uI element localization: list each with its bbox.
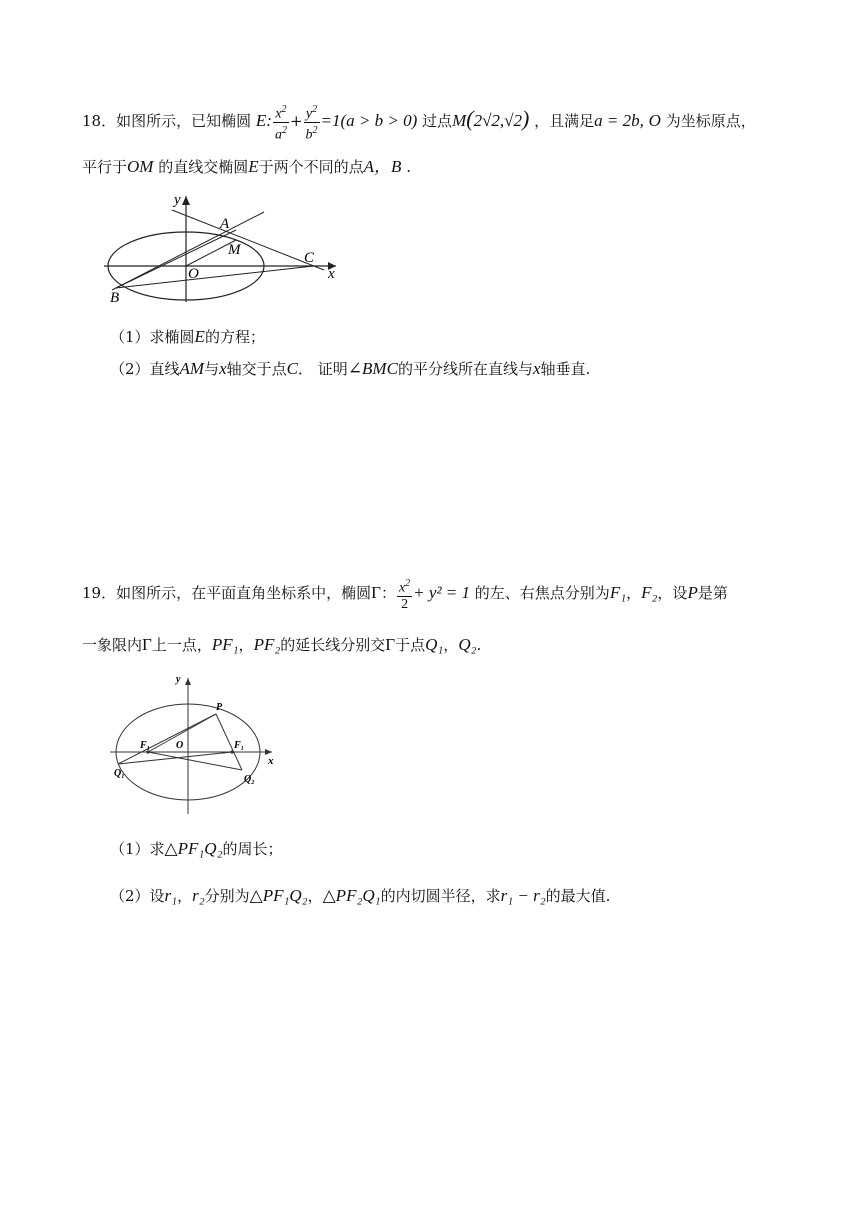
q19-frac-x: $\frac{x^2}{2}$ bbox=[398, 578, 411, 612]
q19-after-eq: 的左、右焦点分别为 bbox=[474, 583, 610, 602]
q18-part2-angle: ∠BMC bbox=[347, 359, 398, 378]
q18-frac-y: $\frac{y^2}{b^2}$ bbox=[305, 104, 318, 143]
q19-fig-o: O bbox=[176, 740, 184, 751]
q18-part2-label: （2）直线 bbox=[110, 360, 180, 378]
q19-part2-r1: r₁ bbox=[164, 886, 178, 905]
q19-line2-d: 的延长线分别交 bbox=[280, 636, 386, 654]
q18-part2-a: 与 bbox=[204, 360, 220, 378]
q19-pf2: PF₂ bbox=[253, 635, 281, 654]
q19-line2-a: 一象限内 bbox=[82, 636, 143, 654]
q18-origin: O bbox=[648, 111, 661, 131]
q18-part1-e: E bbox=[194, 327, 205, 346]
q19-part1-label: （1）求 bbox=[110, 840, 165, 858]
q18-ellipse-name: E: bbox=[255, 111, 272, 131]
q19-line1 bbox=[82, 576, 728, 612]
q18-ab: A，B bbox=[363, 157, 402, 176]
q19-part1-tri: △PF₁Q₂ bbox=[164, 839, 223, 858]
q18-condition-text: ，且满足 bbox=[534, 112, 595, 131]
q18-line2-a: 平行于 bbox=[82, 158, 128, 176]
q19-part2-expr: r₁ − r₂ bbox=[500, 886, 546, 905]
q19-line2-g: . bbox=[476, 636, 482, 654]
q18-fig-c: C bbox=[304, 250, 315, 266]
q19-f1: F₁ bbox=[609, 582, 627, 602]
q19-is-text: 是第 bbox=[697, 583, 728, 602]
q18-line2-b: 的直线交椭圆 bbox=[158, 158, 249, 176]
q18-eq-tail: =1(a > b > 0) bbox=[320, 111, 418, 131]
q19-comma1: ， bbox=[626, 583, 642, 602]
q19-part2-e: 的最大值. bbox=[545, 887, 611, 905]
q19-part2-a: ， bbox=[177, 887, 193, 905]
q19-line2-b: 上一点， bbox=[151, 636, 212, 654]
q18-line2-e: E bbox=[248, 157, 259, 176]
q19-part2-b: 分别为 bbox=[204, 887, 250, 905]
q18-number: 18． bbox=[82, 112, 117, 131]
q18-part2-e: 轴垂直. bbox=[540, 360, 591, 378]
q19-number: 19． bbox=[82, 583, 117, 602]
q19-intro: 如图所示，在平面直角坐标系中，椭圆 bbox=[116, 583, 372, 602]
q19-part2-c: ， bbox=[307, 887, 323, 905]
q19-fig-q1: Q₁ bbox=[114, 768, 125, 779]
q19-line2-c: ， bbox=[238, 636, 254, 654]
q18-point-coords: 2√2,√2 bbox=[473, 111, 522, 131]
q18-intro: 如图所示，已知椭圆 bbox=[116, 112, 252, 131]
q19-line2-gamma: Γ bbox=[142, 635, 152, 654]
q18-fig-x: x bbox=[328, 266, 335, 282]
q18-line2-c: 于两个不同的点 bbox=[258, 158, 364, 176]
q19-part1-tail: 的周长； bbox=[222, 840, 283, 858]
q19-part2-tri1: △PF₁Q₂ bbox=[249, 886, 308, 905]
q18-part1 bbox=[110, 326, 265, 348]
q18-part1-label: （1）求椭圆 bbox=[110, 328, 195, 346]
q18-line1: 18．如图所示，已知椭圆 E: $\frac{x^2}{a^2}$ + $\frac{y^2}{b^2}$ =1(a > b > 0) 过点M(2√2,√2) ，且满足a = 2b, O 为坐标原点， bbox=[82, 104, 756, 143]
q19-q1: Q₁ bbox=[425, 635, 444, 654]
q18-frac-x: $\frac{x^2}{a^2}$ bbox=[274, 104, 287, 143]
q18-part2-c: C bbox=[286, 359, 299, 378]
q19-eq-tail: + y² = 1 bbox=[413, 582, 471, 602]
q18-fig-b: B bbox=[110, 290, 120, 306]
q18-part2-x2: x bbox=[532, 359, 541, 378]
q19-part1 bbox=[110, 838, 283, 860]
q19-line2-gamma2: Γ bbox=[385, 635, 396, 654]
q19-set-text: ，设 bbox=[657, 583, 688, 602]
q18-om: OM bbox=[127, 157, 154, 176]
q19-part2 bbox=[110, 885, 610, 907]
q19-line2-f: ， bbox=[443, 636, 459, 654]
q18-passes: 过点 bbox=[422, 112, 453, 131]
q19-part2-tri2: △PF₂Q₁ bbox=[322, 886, 381, 905]
q19-line2 bbox=[82, 634, 481, 656]
q19-q2: Q₂ bbox=[458, 635, 477, 654]
q18-part2-b: 轴交于点 bbox=[226, 360, 287, 378]
q19-fig-f1: F₁ bbox=[140, 740, 151, 751]
q18-fig-y: y bbox=[174, 192, 181, 208]
q18-part1-tail: 的方程； bbox=[204, 328, 265, 346]
q18-part2-c-text: ． 证明 bbox=[298, 360, 348, 378]
q18-fig-a: A bbox=[220, 216, 230, 232]
q18-fig-o: O bbox=[188, 266, 199, 282]
q18-point-m: M bbox=[452, 111, 467, 131]
q19-gamma: Γ bbox=[371, 582, 381, 602]
q19-fig-x: x bbox=[268, 755, 274, 767]
q19-f2: F₂ bbox=[641, 582, 658, 602]
q18-part2-am: AM bbox=[179, 359, 205, 378]
q18-fig-m: M bbox=[228, 242, 241, 258]
q19-pf1: PF₁ bbox=[211, 635, 239, 654]
q19-colon: ： bbox=[380, 583, 396, 602]
q18-line2: 平行于OM 的直线交椭圆E于两个不同的点A，B . bbox=[82, 157, 411, 176]
q18-part2-x: x bbox=[219, 359, 227, 378]
q19-fig-p: P bbox=[216, 702, 223, 713]
q19-fig-q2: Q₂ bbox=[244, 774, 255, 785]
q19-figure bbox=[106, 672, 286, 818]
q19-fig-y: y bbox=[176, 674, 181, 685]
q19-fig-f2: F₁ bbox=[234, 740, 245, 751]
q19-part2-d: 的内切圆半径，求 bbox=[380, 887, 501, 905]
q18-part2 bbox=[110, 358, 590, 380]
q18-figure bbox=[96, 190, 356, 310]
q18-condition-eq: a = 2b, bbox=[594, 111, 644, 131]
q19-line2-e: 于点 bbox=[395, 636, 426, 654]
q19-part2-r2: r₂ bbox=[192, 886, 205, 905]
q19-part2-label: （2）设 bbox=[110, 887, 165, 905]
q19-p: P bbox=[687, 582, 698, 602]
q18-origin-text: 为坐标原点， bbox=[665, 112, 756, 131]
q18-part2-d: 的平分线所在直线与 bbox=[397, 360, 533, 378]
